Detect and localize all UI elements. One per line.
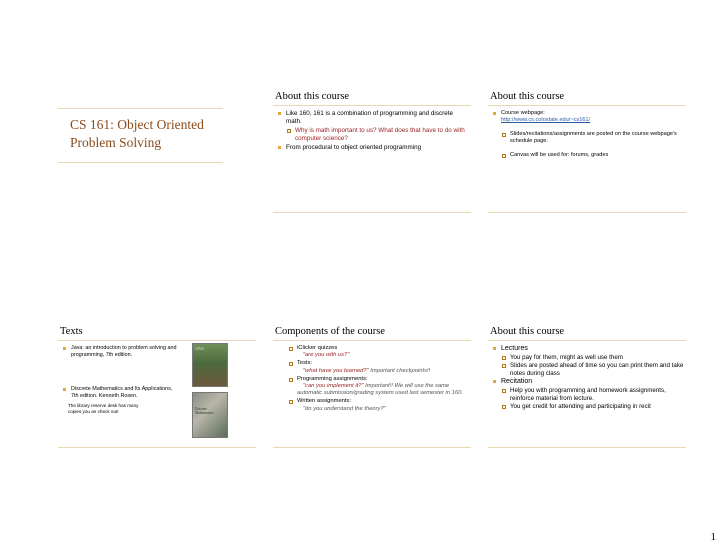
divider xyxy=(488,340,686,341)
slide-heading: About this course xyxy=(490,91,565,102)
bullet-icon xyxy=(502,405,506,409)
list-item: Java: an introduction to problem solving and programming, 7th edition. xyxy=(62,345,190,358)
book-cover-java: JAVA xyxy=(192,343,228,387)
divider xyxy=(58,447,256,448)
divider xyxy=(58,162,223,163)
slide-heading: About this course xyxy=(490,326,565,337)
divider xyxy=(488,447,686,448)
slide-heading: About this course xyxy=(275,91,350,102)
divider xyxy=(488,105,686,106)
bullet-icon xyxy=(502,389,506,393)
bullet-icon xyxy=(63,388,66,391)
list-item: Programming assignments: "can you implement it?" Important!! We will use the same automatic submission/grading system used last semester in 160. xyxy=(279,376,465,398)
slide-about-2 xyxy=(488,91,688,244)
slide-components xyxy=(273,326,473,479)
divider xyxy=(273,105,471,106)
list-item: Tests: "what have you learned?" Important checkpoints!! xyxy=(279,360,465,374)
list-item: Like 160, 161 is a combination of programming and discrete math. xyxy=(277,110,469,126)
slide-body xyxy=(492,110,684,160)
list-item: Help you with programming and homework assignments, reinforce material from lecture. xyxy=(492,387,684,402)
slide-heading: Components of the course xyxy=(275,326,385,337)
divider xyxy=(488,212,686,213)
slide-body xyxy=(492,345,684,412)
list-item: Recitation xyxy=(492,378,684,386)
list-item: Discrete Mathematics and Its Applications, 7th edition. Kenneth Rosen. xyxy=(62,386,190,399)
book-cover-discrete-math: Discrete Mathematics xyxy=(192,392,228,438)
bullet-icon xyxy=(493,347,496,350)
divider xyxy=(58,340,256,341)
course-webpage-link[interactable]: http://www.cs.colostate.edu/~cs161/ xyxy=(501,117,591,123)
bullet-icon xyxy=(289,400,293,404)
list-item: Why is math important to us? What does that have to do with computer science? xyxy=(277,127,469,143)
list-item: Slides are posted ahead of time so you can print them and take notes during class xyxy=(492,362,684,377)
slide-heading: Texts xyxy=(60,326,83,337)
slide-body xyxy=(277,110,469,153)
list-item: iClicker quizzes "are you with us?" xyxy=(279,345,465,359)
list-item: Slides/recitations/assignments are posted on the course webpage's schedule page. xyxy=(492,131,684,145)
list-item: From procedural to object oriented programming xyxy=(277,144,469,152)
bullet-icon xyxy=(493,112,496,115)
library-note: The library reserve desk has many copies you an check out! xyxy=(68,403,139,414)
list-item: You pay for them, might as well use them xyxy=(492,354,684,362)
course-title: CS 161: Object Oriented Problem Solving xyxy=(70,117,204,150)
divider xyxy=(58,108,223,109)
bullet-icon xyxy=(287,129,291,133)
slide-body xyxy=(62,345,190,415)
bullet-icon xyxy=(502,356,506,360)
list-item: Course webpage: http://www.cs.colostate.edu/~cs161/ xyxy=(492,110,684,124)
list-item: Written assignments: "do you understand the theory?" xyxy=(279,398,465,412)
list-item: You get credit for attending and participating in recit xyxy=(492,403,684,411)
bullet-icon xyxy=(278,112,281,115)
page-number: 1 xyxy=(710,531,716,543)
divider xyxy=(273,447,471,448)
list-item: Canvas will be used for: forums, grades xyxy=(492,152,684,159)
slide-about-3 xyxy=(488,326,688,479)
slide-texts xyxy=(58,326,258,479)
list-item: Lectures xyxy=(492,345,684,353)
bullet-icon xyxy=(289,347,293,351)
bullet-icon xyxy=(289,378,293,382)
divider xyxy=(273,212,471,213)
bullet-icon xyxy=(278,146,281,149)
bullet-icon xyxy=(493,380,496,383)
bullet-icon xyxy=(289,362,293,366)
bullet-icon xyxy=(502,133,506,137)
bullet-icon xyxy=(63,347,66,350)
slide-body xyxy=(279,345,465,414)
divider xyxy=(273,340,471,341)
bullet-icon xyxy=(502,364,506,368)
slide-title xyxy=(58,88,258,238)
slide-about-1 xyxy=(273,91,473,244)
bullet-icon xyxy=(502,154,506,158)
